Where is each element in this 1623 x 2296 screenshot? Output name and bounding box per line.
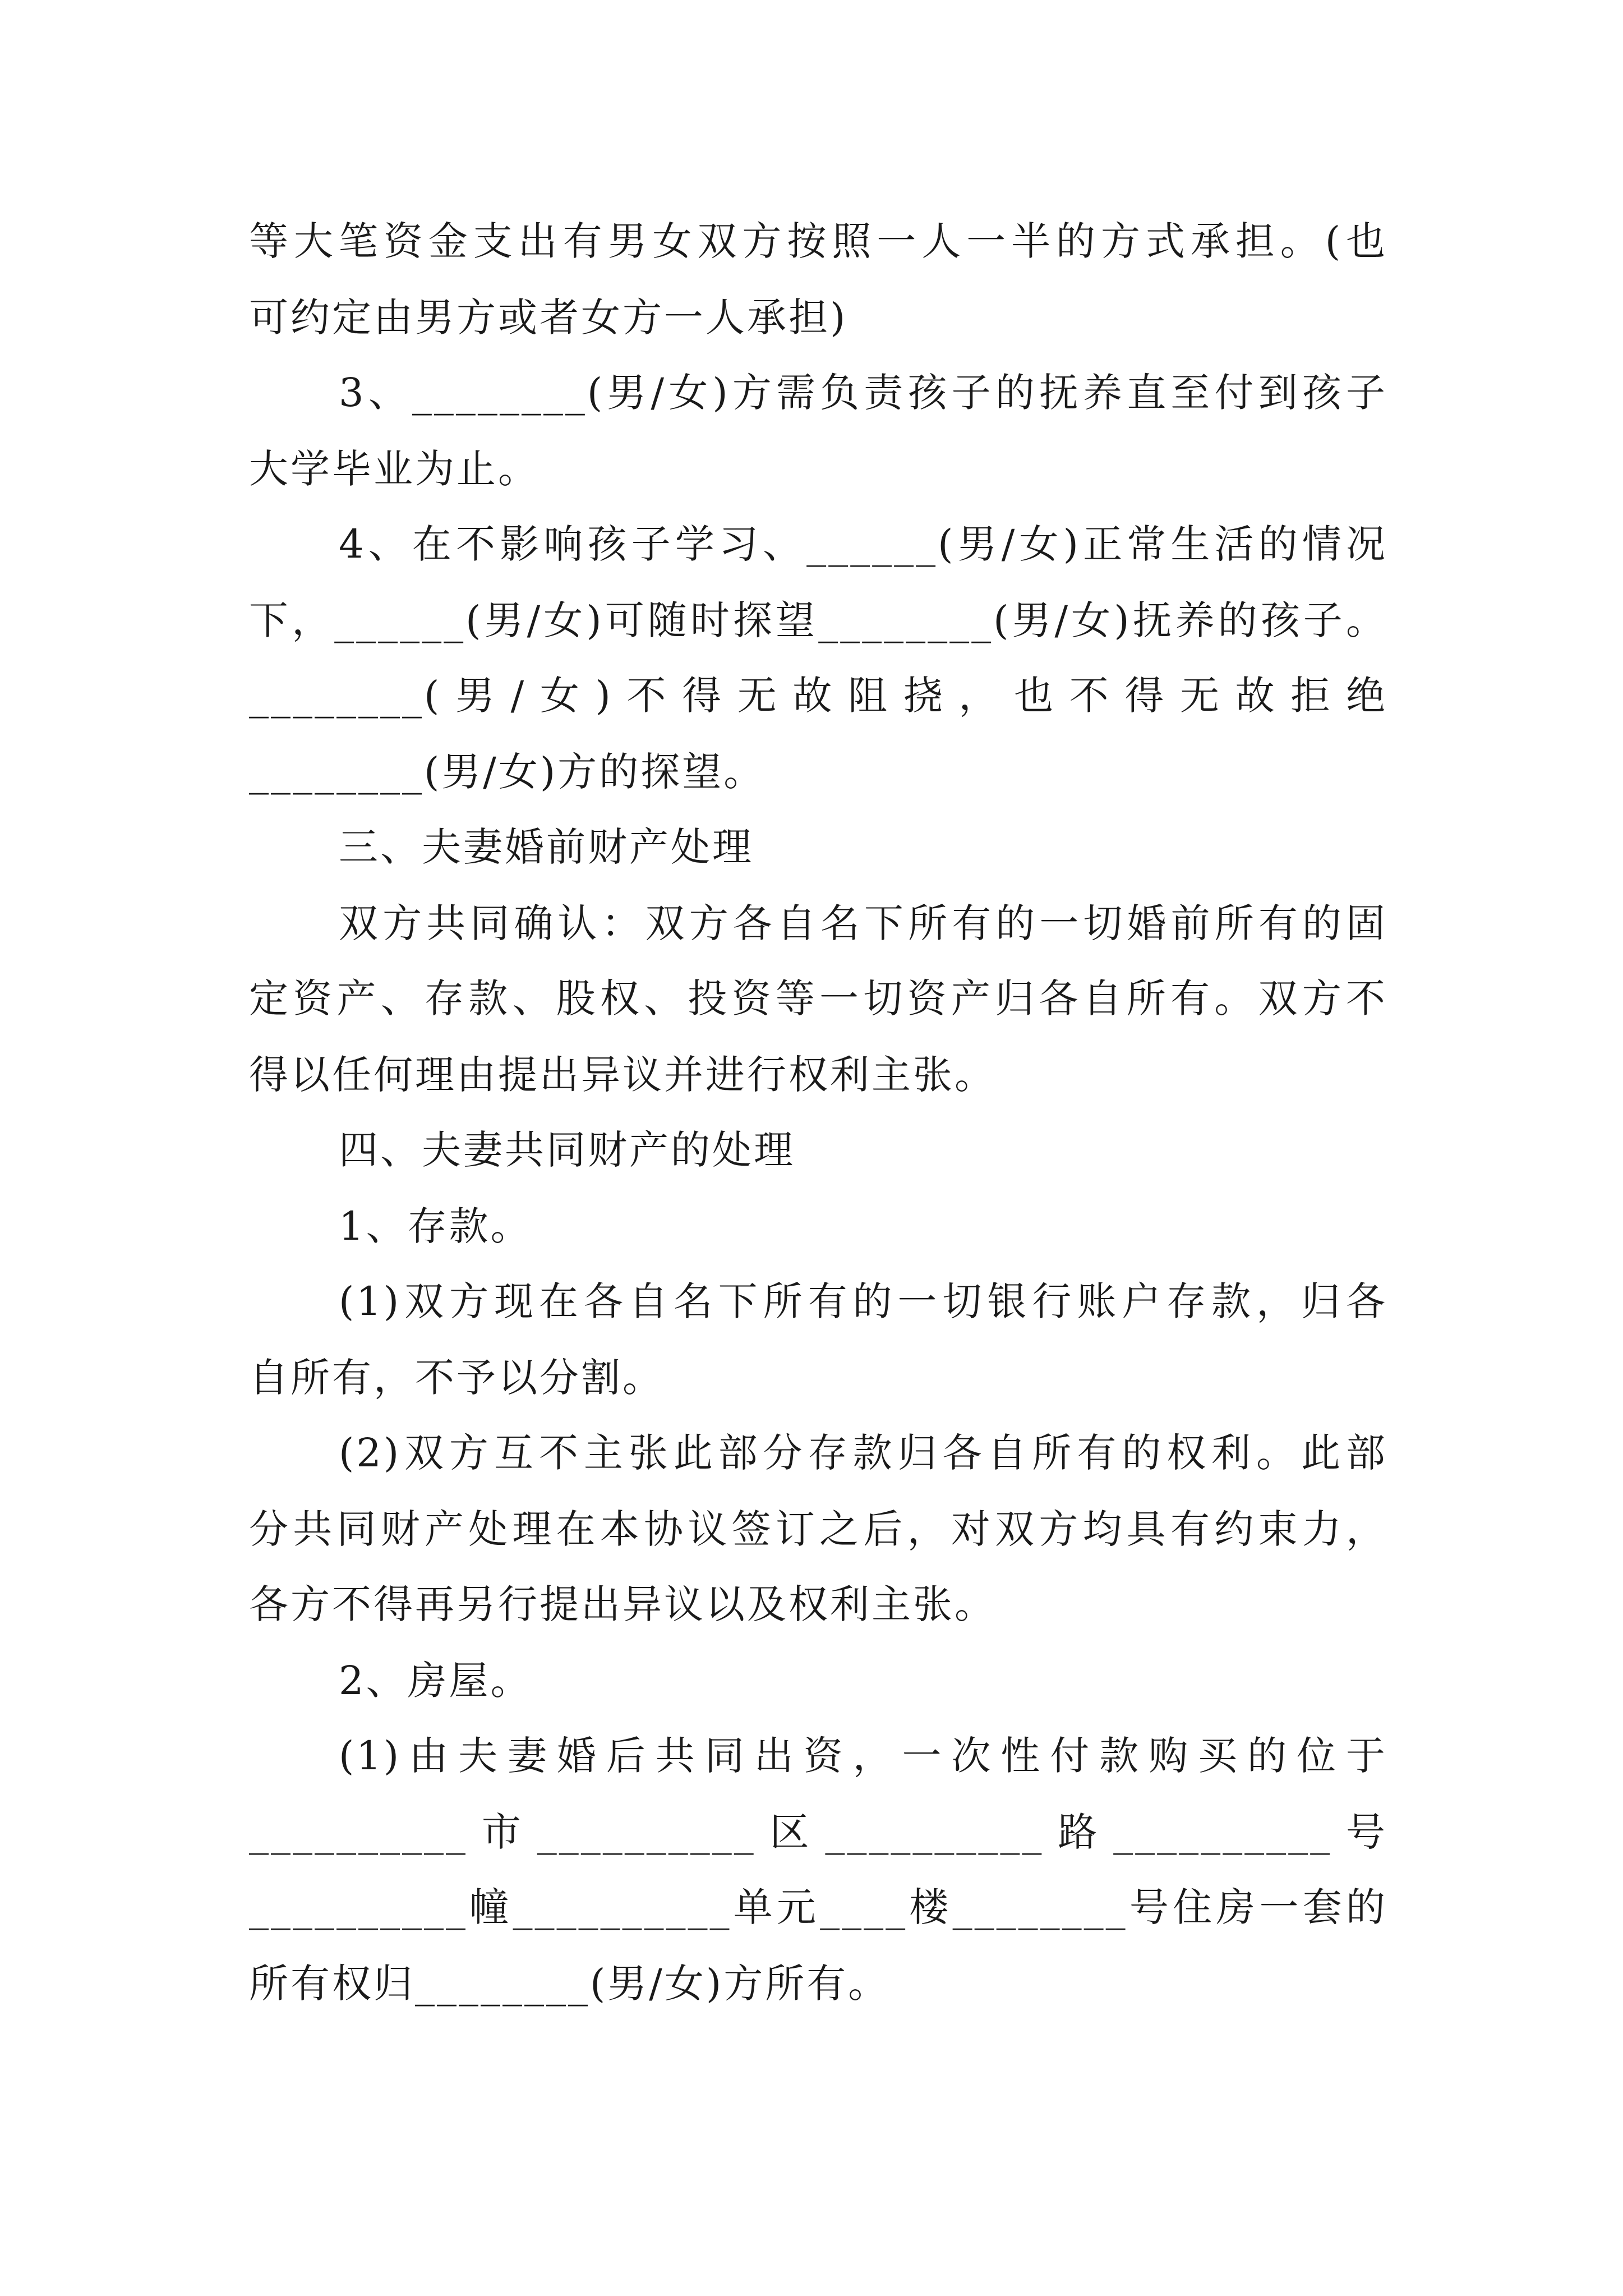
- address-blank-line: __________幢__________单元____楼________号住房一套的: [249, 1884, 1387, 1930]
- paragraph-line: 双方共同确认：双方各自名下所有的一切婚前所有的固: [339, 900, 1387, 946]
- paragraph-line: 3、________(男/女)方需负责孩子的抚养直至付到孩子: [339, 370, 1387, 416]
- section-heading: 四、夫妻共同财产的处理: [339, 1127, 795, 1173]
- paragraph-line: 各方不得再另行提出异议以及权利主张。: [249, 1581, 996, 1627]
- paragraph-line: 定资产、存款、股权、投资等一切资产归各自所有。双方不: [249, 976, 1387, 1022]
- paragraph-line: ________(男/女)不得无故阻挠，也不得无故拒绝: [249, 673, 1387, 719]
- paragraph-line: 4、在不影响孩子学习、______(男/女)正常生活的情况: [339, 521, 1387, 567]
- paragraph-line: 得以任何理由提出异议并进行权利主张。: [249, 1052, 996, 1098]
- paragraph-line: (1)双方现在各自名下所有的一切银行账户存款，归各: [339, 1278, 1387, 1324]
- paragraph-line: 大学毕业为止。: [249, 446, 540, 492]
- paragraph-line: 下，______(男/女)可随时探望________(男/女)抚养的孩子。: [249, 597, 1387, 643]
- paragraph-line: 分共同财产处理在本协议签订之后，对双方均具有约束力，: [249, 1506, 1387, 1552]
- subsection-heading: 2、房屋。: [339, 1658, 532, 1704]
- paragraph-line: ________(男/女)方的探望。: [249, 749, 766, 795]
- paragraph-line: 自所有，不予以分割。: [249, 1355, 664, 1401]
- address-blank-line: __________市__________区__________路__________号: [249, 1809, 1387, 1855]
- paragraph-line: 可约定由男方或者女方一人承担): [249, 295, 848, 341]
- paragraph-line: (1)由夫妻婚后共同出资，一次性付款购买的位于: [339, 1733, 1387, 1779]
- section-heading: 三、夫妻婚前财产处理: [339, 824, 754, 870]
- paragraph-line: 所有权归________(男/女)方所有。: [249, 1961, 890, 2007]
- paragraph-line: (2)双方互不主张此部分存款归各自所有的权利。此部: [339, 1430, 1387, 1476]
- subsection-heading: 1、存款。: [339, 1203, 532, 1249]
- paragraph-line: 等大笔资金支出有男女双方按照一人一半的方式承担。(也: [249, 218, 1387, 264]
